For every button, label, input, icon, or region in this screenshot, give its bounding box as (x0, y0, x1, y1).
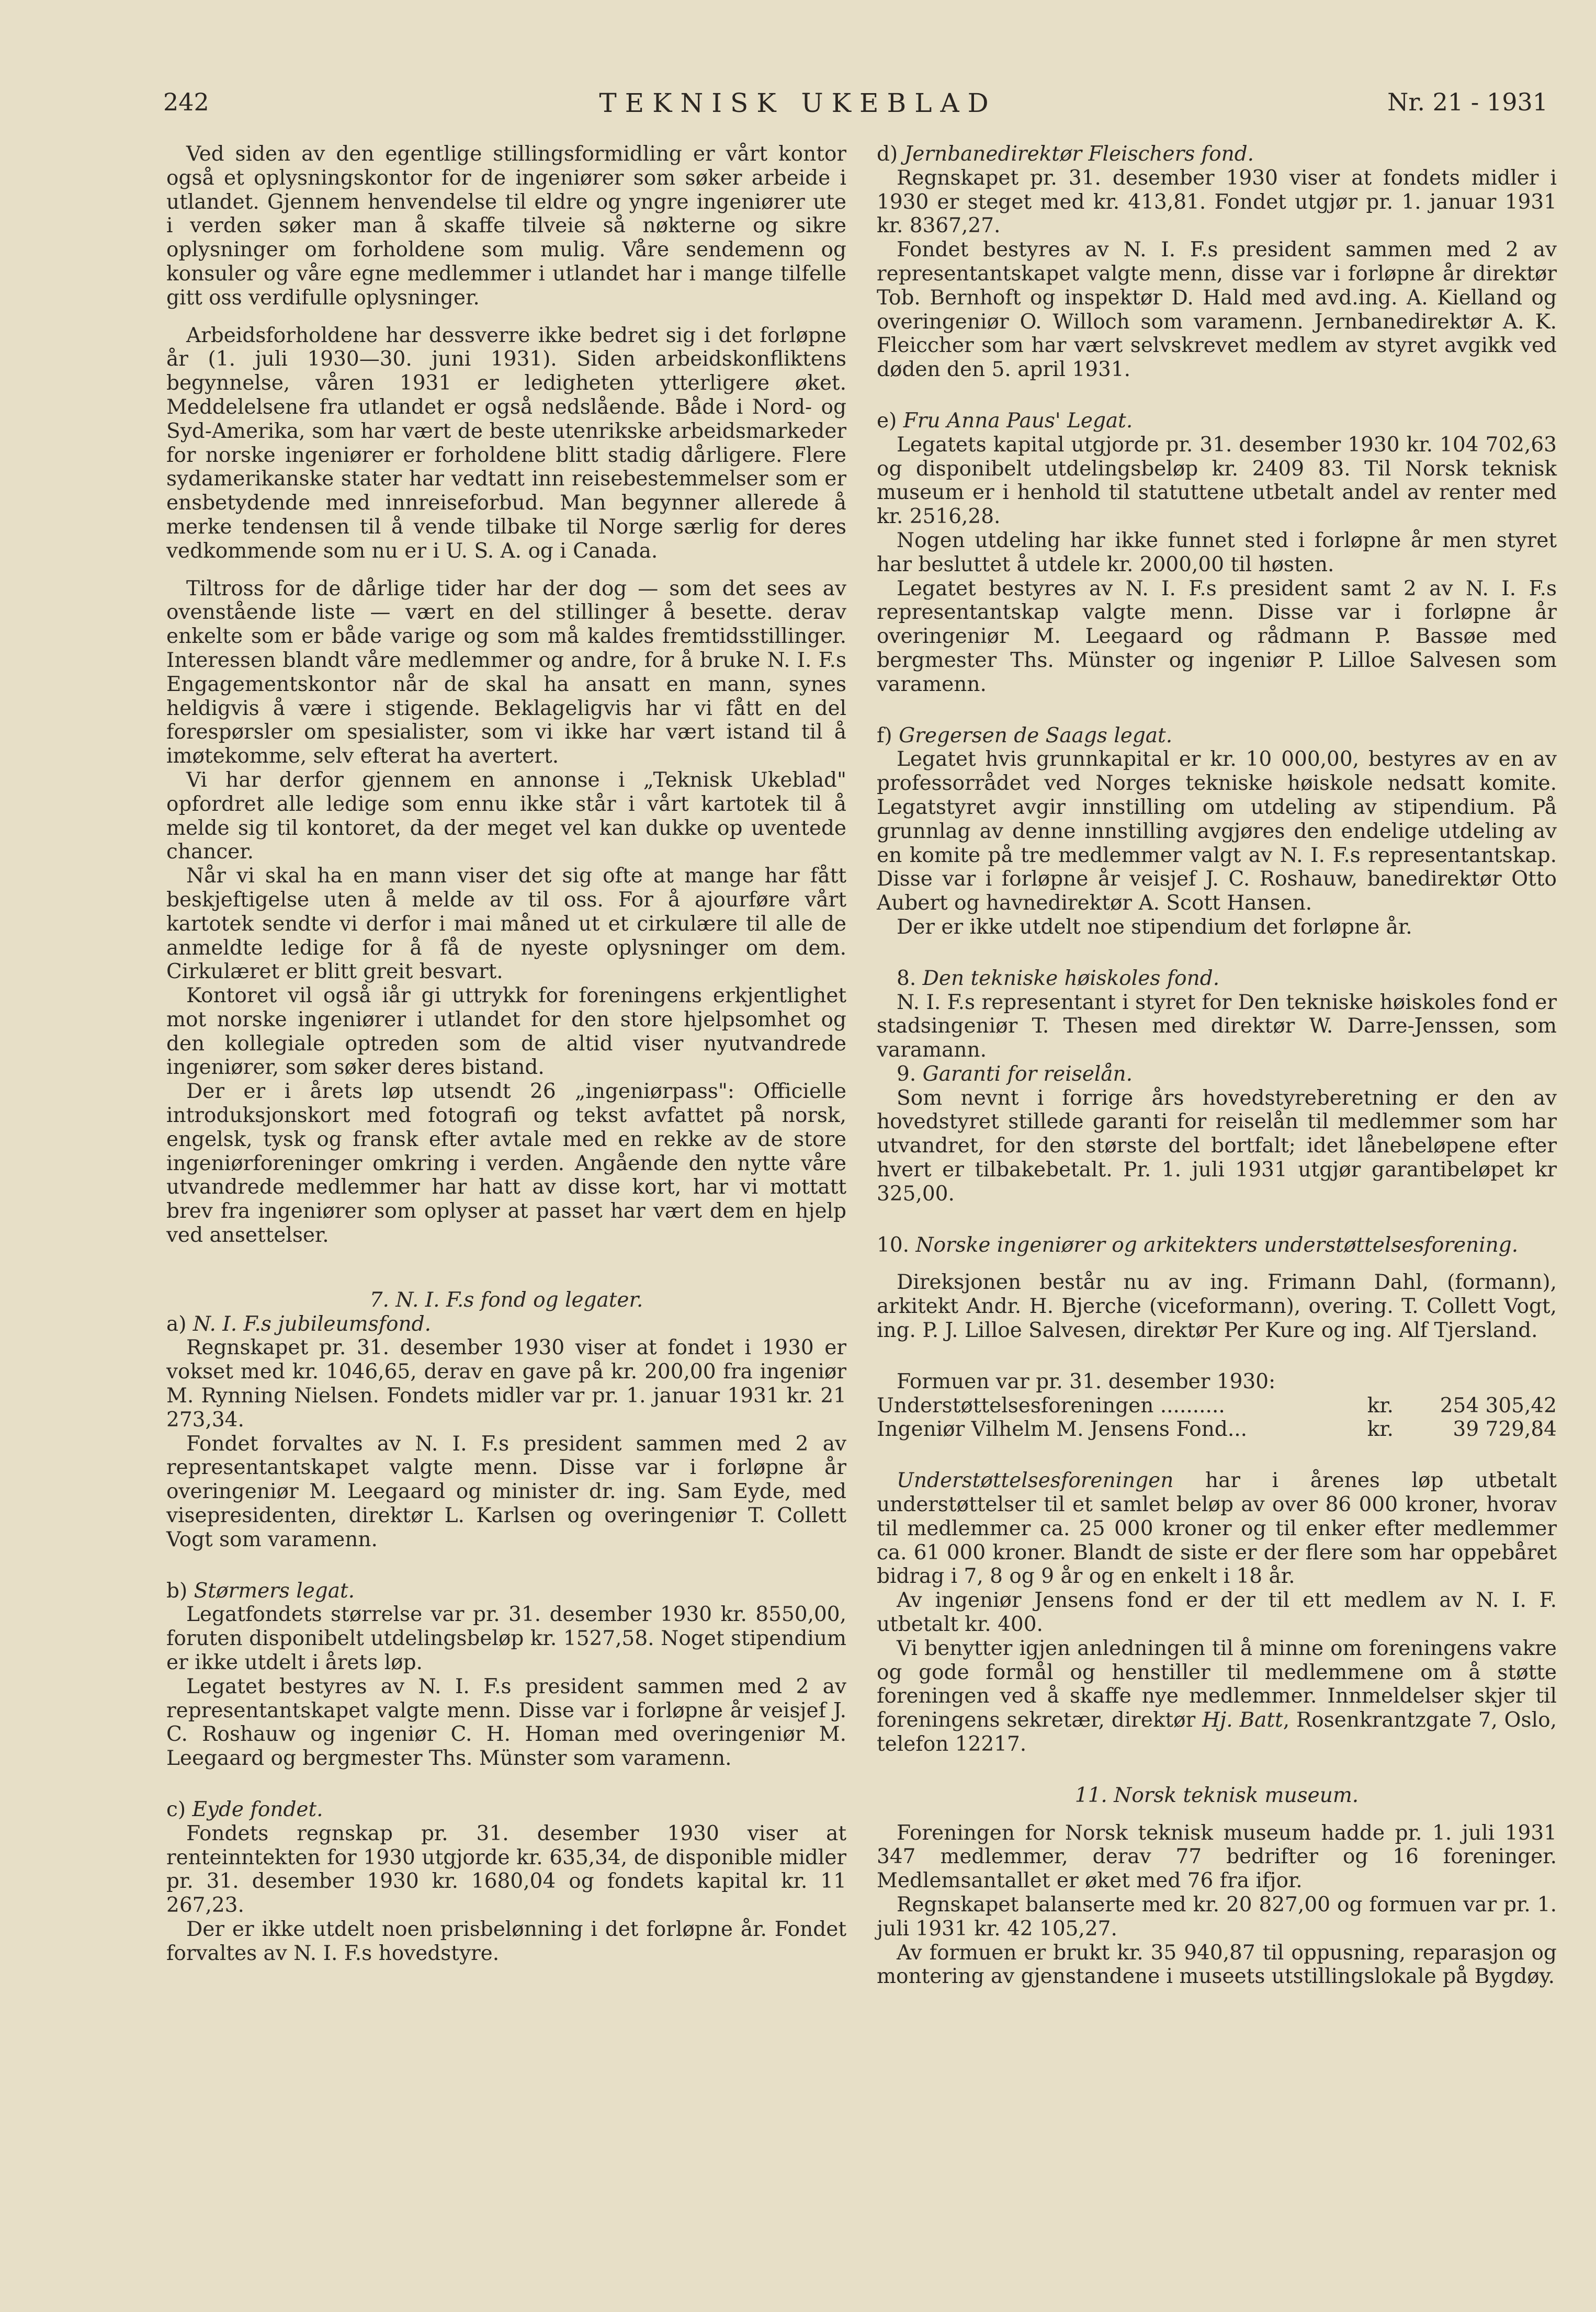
paragraph: N. I. F.s representant i styret for Den tekniske høiskoles fond er stadsingeniør T. Thesen med direktør W. Darre-Jenssen, som varamann. (877, 990, 1557, 1062)
paragraph: Fondets regnskap pr. 31. desember 1930 viser at renteinntekten for 1930 utgjorde kr. 635,34, de disponible midler pr. 31. desember 1930 kr. 1680,04 og fondets kapital kr. 11 267,23. (166, 1821, 846, 1918)
paragraph: Ved siden av den egentlige stillingsformidling er vårt kontor også et oplysningskontor for de ingeniører som søker arbeide i utlandet. Gjennem henvendelse til eldre og yngre ingeniører ute i verden søker man å skaffe tilveie så nøkterne og sikre oplysninger om forholdene som mulig. Våre sendemenn og konsuler og våre egne medlemmer i utlandet har i mange tilfelle gitt oss verdifulle oplysninger. (166, 142, 846, 310)
subsection-label: a) (166, 1312, 187, 1336)
fund-currency: kr. (1367, 1418, 1394, 1442)
paragraph: Når vi skal ha en mann viser det sig ofte at mange har fått beskjeftigelse uten å melde av til oss. For å ajourføre vårt kartotek sendte vi derfor i mai måned ut et cirkulære til alle de anmeldte ledige for å få de nyeste oplysninger om dem. Cirkulæret er blitt greit besvart. (166, 864, 846, 984)
paragraph: Tiltross for de dårlige tider har der dog — som det sees av ovenstående liste — vært en del stillinger å besette. derav enkelte som er både varige og som må kaldes fremtidsstillinger. Interessen blandt våre medlemmer og andre, for å bruke N. I. F.s Engagementskontor når de skal ha ansatt en mann, synes heldigvis å være i stigende. Beklageligvis har vi fått en del forespørsler om spesialister, som vi ikke har vært istand til å imøtekomme, selv efterat ha avertert. (166, 576, 846, 768)
fund-table (877, 1394, 1557, 1442)
right-column (877, 142, 1557, 1989)
section-title: Norske ingeniører og arkitekters understøttelsesforening. (915, 1233, 1519, 1257)
paragraph: Legatet bestyres av N. I. F.s president samt 2 av N. I. F.s representantskap valgte menn. Disse var i forløpne år overingeniør M. Leegaard og rådmann P. Bassøe med bergmester Ths. Münster og ingeniør P. Lilloe Salvesen som varamenn. (877, 576, 1557, 696)
paragraph: Regnskapet balanserte med kr. 20 827,00 og formuen var pr. 1. juli 1931 kr. 42 105,27. (877, 1893, 1557, 1941)
subsection-label: d) (877, 142, 898, 166)
fund-amount: 39 729,84 (1453, 1418, 1557, 1442)
subsection-heading-e (877, 409, 1557, 433)
table-row (877, 1394, 1557, 1418)
fund-name: Understøttelsesforeningen .......... (877, 1393, 1225, 1418)
section-title: Garanti for reiselån. (922, 1062, 1133, 1086)
paragraph: Fondet forvaltes av N. I. F.s president sammen med 2 av representantskapet valgte menn. Disse var i forløpne år overingeniør M. Leegaard og minister dr. ing. Sam Eyde, med visepresidenten, direktør L. Karlsen og overingeniør T. Collett Vogt som varamenn. (166, 1432, 846, 1551)
paragraph: Vi har derfor gjennem en annonse i „Teknisk Ukeblad" opfordret alle ledige som ennu ikke står i vårt kartotek til å melde sig til kontoret, da der meget vel kan dukke op uventede chancer. (166, 768, 846, 864)
paragraph: Regnskapet pr. 31. desember 1930 viser at fondets midler i 1930 er steget med kr. 413,81. Fondet utgjør pr. 1. januar 1931 kr. 8367,27. (877, 166, 1557, 238)
leader-dots: .......... (1160, 1393, 1225, 1418)
fund-intro: Formuen var pr. 31. desember 1930: (897, 1369, 1276, 1393)
subsection-label: e) (877, 409, 897, 433)
section-title-11: 11. Norsk teknisk museum. (1074, 1783, 1359, 1807)
section-heading-9 (877, 1062, 1557, 1086)
paragraph: Legatet bestyres av N. I. F.s president sammen med 2 av representantskapet valgte menn. Disse var i forløpne år veisjef J. C. Roshauw og ingeniør C. H. Homan med overingeniør M. Leegaard og bergmester Ths. Münster som varamenn. (166, 1674, 846, 1771)
paragraph: Legatet hvis grunnkapital er kr. 10 000,00, bestyres av en av professorrådet ved Norges tekniske høiskole nedsatt komite. Legatstyret avgir innstilling om utdeling av stipendium. På grunnlag av denne innstilling avgjøres den endelige utdeling av en komite på tre medlemmer valgt av N. I. F.s representantskap. Disse var i forløpne år veisjef J. C. Roshauw, banedirektør Otto Aubert og havnedirektør A. Scott Hansen. (877, 747, 1557, 915)
subsection-heading-f (877, 724, 1557, 748)
subsection-title: Gregersen de Saags legat. (899, 723, 1173, 747)
issue-number: Nr. 21 - 1931 (1387, 88, 1548, 116)
secretary-name: Hj. Batt (1202, 1708, 1283, 1732)
fund-amount: 254 305,42 (1440, 1393, 1557, 1418)
subsection-title: Jernbanedirektør Fleischers fond. (904, 142, 1254, 166)
section-heading-8 (877, 967, 1557, 991)
page-number: 242 (163, 88, 209, 116)
paragraph: Regnskapet pr. 31. desember 1930 viser at fondet i 1930 er vokset med kr. 1046,65, derav en gave på kr. 200,00 fra ingeniør M. Rynning Nielsen. Fondets midler var pr. 1. januar 1931 kr. 21 273,34. (166, 1336, 846, 1432)
subsection-label: b) (166, 1579, 188, 1603)
paragraph: Som nevnt i forrige års hovedstyreberetning er den av hovedstyret stillede garanti for reiselån til medlemmer som har utvandret, for den største del bortfalt; idet lånebeløpene efter hvert er tilbakebetalt. Pr. 1. juli 1931 utgjør garantibeløpet kr 325,00. (877, 1086, 1557, 1206)
emphasis: Understøttelsesforeningen (897, 1469, 1174, 1493)
table-row (877, 1418, 1557, 1442)
subsection-title: N. I. F.s jubileumsfond. (193, 1312, 432, 1336)
subsection-title: Størmers legat. (194, 1579, 355, 1603)
journal-title: TEKNISK UKEBLAD (599, 88, 997, 118)
paragraph: Der er ikke utdelt noen prisbelønning i det forløpne år. Fondet forvaltes av N. I. F.s hovedstyre. (166, 1917, 846, 1965)
paragraph: Vi benytter igjen anledningen til å minne om foreningens vakre og gode formål og henstiller til medlemmene om å støtte foreningen ved å skaffe nye medlemmer. Innmeldelser skjer til foreningens sekretær, direktør Hj. Batt, Rosenkrantzgate 7, Oslo, telefon 12217. (877, 1636, 1557, 1756)
paragraph: Der er ikke utdelt noe stipendium det forløpne år. (897, 915, 1412, 939)
subsection-label: c) (166, 1798, 186, 1821)
subsection-heading-c (166, 1798, 846, 1822)
section-label: 8. (897, 966, 916, 990)
subsection-heading-a (166, 1312, 846, 1336)
paragraph: Arbeidsforholdene har dessverre ikke bedret sig i det forløpne år (1. juli 1930—30. juni 1931). Siden arbeidskonfliktens begynnelse, våren 1931 er ledigheten ytterligere øket. Meddelelsene fra utlandet er også nedslående. Både i Nord- og Syd-Amerika, som har vært de beste utenrikske arbeidsmarkeder for norske ingeniører er forholdene blitt stadig dårligere. Flere sydamerikanske stater har vedtatt inn reisebestemmelser som er ensbetydende med innreiseforbud. Man begynner allerede å merke tendensen til å vende tilbake til Norge særlig for deres vedkommende som nu er i U. S. A. og i Canada. (166, 323, 846, 563)
paragraph: Av ingeniør Jensens fond er der til ett medlem av N. I. F. utbetalt kr. 400. (877, 1589, 1557, 1637)
paragraph: Der er i årets løp utsendt 26 „ingeniørpass": Officielle introduksjonskort med fotografi og tekst avfattet på norsk, engelsk, tysk og fransk efter avtale med en rekke av de store ingeniørforeninger omkring i verden. Angående den nytte våre utvandrede medlemmer har hatt av disse kort, har vi mottatt brev fra ingeniører som oplyser at passet har vært dem en hjelp ved ansettelser. (166, 1080, 846, 1248)
section-label: 10. (877, 1233, 910, 1257)
section-title-7: 7. N. I. F.s fond og legater. (369, 1288, 643, 1312)
section-heading-10 (877, 1233, 1557, 1257)
left-column (166, 142, 846, 1966)
paragraph: Kontoret vil også iår gi uttrykk for foreningens erkjentlighet mot norske ingeniører i utlandet for den store hjelpsomhet og den kollegiale optreden som de altid viser nyutvandrede ingeniører, som søker deres bistand. (166, 984, 846, 1080)
section-label: 9. (897, 1062, 916, 1086)
subsection-title: Fru Anna Paus' Legat. (903, 409, 1133, 433)
subsection-heading-b (166, 1579, 846, 1603)
paragraph: Legatets kapital utgjorde pr. 31. desember 1930 kr. 104 702,63 og disponibelt utdelingsbeløp kr. 2409 83. Til Norsk teknisk museum er i henhold til statuttene utbetalt andel av renter med kr. 2516,28. (877, 433, 1557, 529)
section-title: Den tekniske høiskoles fond. (922, 966, 1220, 990)
paragraph: Understøttelsesforeningen har i årenes løp utbetalt understøttelser til et samlet beløp av over 86 000 kroner, hvorav til medlemmer ca. 25 000 kroner og til enker efter medlemmer ca. 61 000 kroner. Blandt de siste er der flere som har oppebåret bidrag i 7, 8 og 9 år og en enkelt i 18 år. (877, 1469, 1557, 1589)
subsection-label: f) (877, 723, 892, 747)
paragraph: Direksjonen består nu av ing. Frimann Dahl, (formann), arkitekt Andr. H. Bjerche (viceformann), overing. T. Collett Vogt, ing. P. J. Lilloe Salvesen, direktør Per Kure og ing. Alf Tjersland. (877, 1271, 1557, 1343)
paragraph: Fondet bestyres av N. I. F.s president sammen med 2 av representantskapet valgte menn, disse var i forløpne år direktør Tob. Bernhoft og inspektør D. Hald med avd.ing. A. Kielland og overingeniør O. Willoch som varamenn. Jernbanedirektør A. K. Fleiccher som har vært selvskrevet medlem av styret avgikk ved døden den 5. april 1931. (877, 238, 1557, 382)
paragraph: Legatfondets størrelse var pr. 31. desember 1930 kr. 8550,00, foruten disponibelt utdelingsbeløp kr. 1527,58. Noget stipendium er ikke utdelt i årets løp. (166, 1603, 846, 1675)
subsection-title: Eyde fondet. (192, 1798, 323, 1821)
subsection-heading-d (877, 142, 1557, 166)
fund-currency: kr. (1367, 1393, 1394, 1418)
paragraph: Foreningen for Norsk teknisk museum hadde pr. 1. juli 1931 347 medlemmer, derav 77 bedrifter og 16 foreninger. Medlemsantallet er øket med 76 fra ifjor. (877, 1821, 1557, 1893)
paragraph: Av formuen er brukt kr. 35 940,87 til oppusning, reparasjon og montering av gjenstandene i museets utstillingslokale på Bygdøy. (877, 1941, 1557, 1989)
fund-name: Ingeniør Vilhelm M. Jensens Fond... (877, 1418, 1248, 1442)
paragraph: Nogen utdeling har ikke funnet sted i forløpne år men styret har besluttet å utdele kr. 2000,00 til høsten. (877, 528, 1557, 576)
